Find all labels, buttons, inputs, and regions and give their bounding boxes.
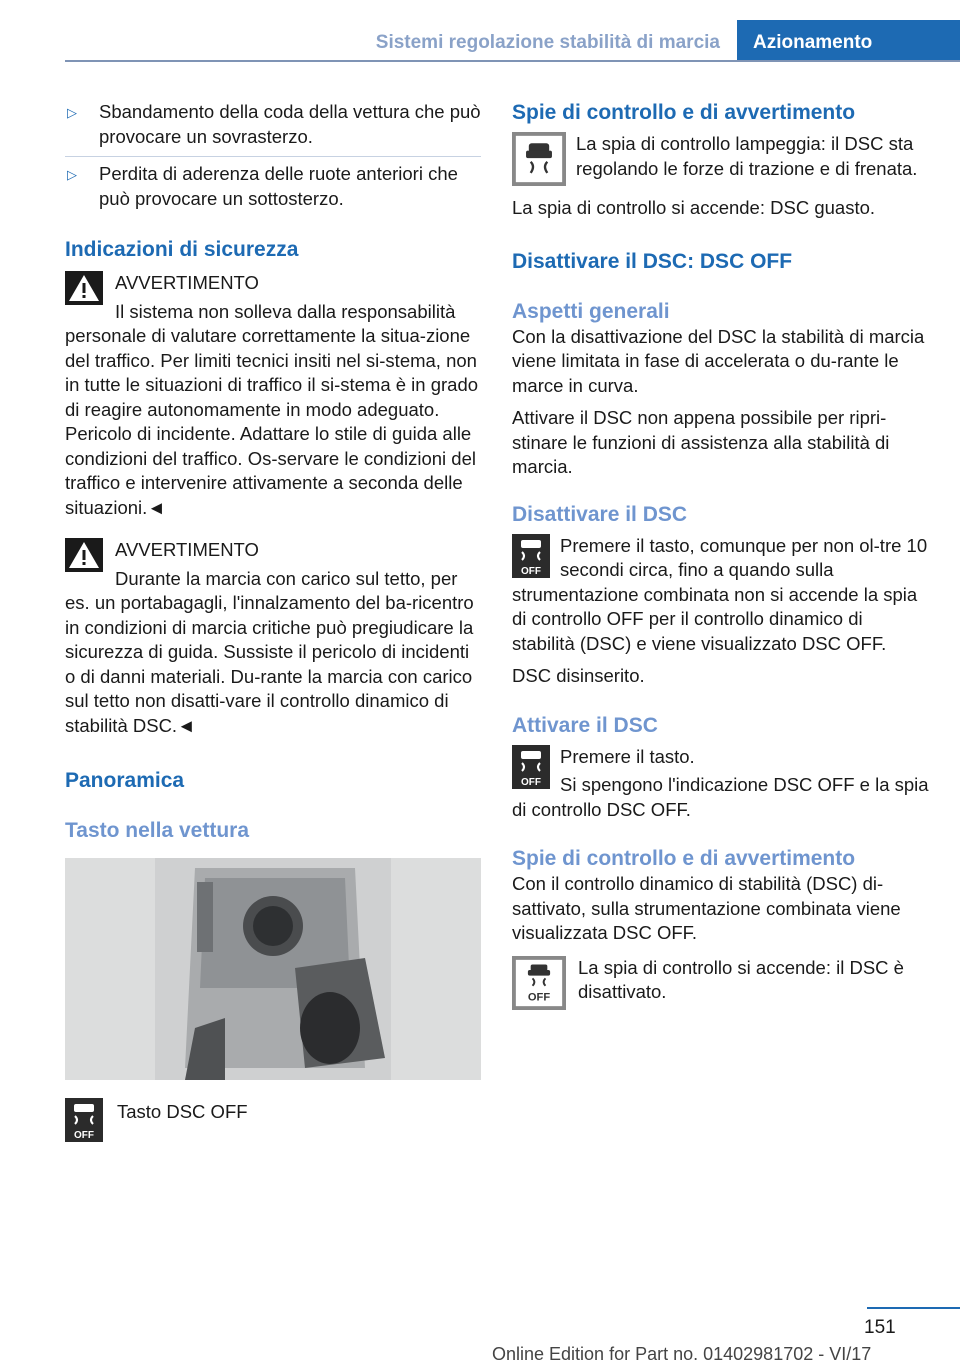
svg-text:OFF: OFF: [521, 776, 541, 788]
section-heading: Indicazioni di sicurezza: [65, 238, 299, 261]
right-column: [512, 100, 930, 1014]
caption-row: [65, 1098, 481, 1141]
bullet-triangle-icon: ▷: [67, 167, 77, 182]
svg-text:OFF: OFF: [527, 991, 551, 1004]
header-section-title: Sistemi regolazione stabilità di marcia: [375, 32, 720, 53]
subsection-heading: Aspetti generali: [512, 299, 670, 323]
subsection-heading: Tasto nella vettura: [65, 819, 249, 842]
svg-text:OFF: OFF: [521, 565, 541, 577]
center-console-photo: [65, 858, 481, 1080]
paragraph: Con il controllo dinamico di stabilità (DSC) di-sattivato, sulla strumentazione combinata viene visualizzata DSC OFF.: [512, 873, 901, 943]
left-column: [65, 100, 481, 1146]
subsection-heading: Attivare il DSC: [512, 713, 658, 737]
section-heading: Spie di controllo e di avvertimento: [512, 101, 856, 124]
dsc-off-lamp-icon: [512, 956, 566, 1010]
section-heading: Panoramica: [65, 769, 185, 792]
warning-block: [65, 271, 481, 520]
section-heading: Disattivare il DSC: DSC OFF: [512, 249, 793, 273]
warning-block: [65, 538, 481, 738]
list-item: ▷ Perdita di aderenza delle ruote anteriori che può provocare un sottosterzo.: [67, 163, 458, 209]
footer-edition: Online Edition for Part no. 01402981702 - VI/17: [492, 1344, 872, 1364]
dsc-off-button-icon: [65, 1098, 103, 1142]
warning-label: AVVERTIMENTO: [115, 539, 259, 560]
header-rule: [65, 60, 960, 62]
warning-label: AVVERTIMENTO: [115, 272, 259, 293]
activate-step: Si spengono l'indicazione DSC OFF e la spia di controllo DSC OFF.: [512, 774, 929, 820]
list-item: ▷ Sbandamento della coda della vettura che può provocare un sovrasterzo.: [65, 100, 481, 149]
dsc-off-button-icon: [512, 534, 550, 578]
paragraph: Attivare il DSC non appena possibile per ripri-stinare le funzioni di assistenza alla stabilità di marcia.: [512, 407, 890, 477]
warning-triangle-icon: [65, 538, 103, 572]
icon-paragraph: [512, 132, 930, 190]
warning-triangle-icon: [65, 271, 103, 305]
deactivate-instruction: Premere il tasto, comunque per non ol-tre 10 secondi circa, fino a quando sulla strumentazione combinata non si accende la spia di controllo OFF per il controllo dinamico di stabilità (DSC) e viene visualizzato DSC OFF.: [512, 534, 928, 654]
photo-caption: Tasto DSC OFF: [117, 1101, 248, 1122]
page-number: 151: [864, 1317, 896, 1338]
paragraph: Con la disattivazione del DSC la stabilità di marcia viene limitata in fase di accelerata o du-rante le marce in curva.: [512, 325, 925, 396]
subsection-heading: Disattivare il DSC: [512, 502, 688, 526]
subsection-heading: Spie di controllo e di avvertimento: [512, 847, 856, 870]
bullet-triangle-icon: ▷: [67, 105, 77, 120]
lamp-off-text: La spia di controllo si accende: il DSC è disattivato.: [578, 956, 904, 1002]
lamp-fault-text: La spia di controllo si accende: DSC guasto.: [512, 197, 876, 218]
dsc-warning-lamp-icon: [512, 132, 566, 186]
icon-paragraph: [512, 745, 930, 823]
activate-step: Premere il tasto.: [560, 745, 695, 767]
header-chapter-tab[interactable]: Azionamento: [737, 20, 960, 62]
dsc-off-button-icon: [512, 745, 550, 789]
lamp-flash-text: La spia di controllo lampeggia: il DSC sta regolando le forze di trazione e di frenata.: [576, 133, 918, 179]
footer-rule: [867, 1307, 960, 1309]
icon-paragraph: [512, 956, 930, 1005]
warning-text: Il sistema non solleva dalla responsabilità personale di valutare correttamente la situa-zione del traffico. Per limiti tecnici insiti nel si-stema, non in tutte le situazioni di traffico il si-stema è in grado di reagire autonomamente in modo adeguato. Pericolo di incidente. Adattare lo stile di guida alle condizioni del traffico. Os-servare le condizioni del traffico e intervenire attivamente a seconda delle situazioni.◄: [65, 300, 479, 518]
paragraph: DSC disinserito.: [512, 665, 645, 686]
warning-text: Durante la marcia con carico sul tetto, per es. un portabagagli, l'innalzamento del ba-ricentro in condizioni di marcia critiche può pregiudicare la sicurezza di guida. Sussiste il pericolo di incidenti o di danni materiali. Du-rante la marcia con carico sul tetto non disatti-vare il controllo dinamico di stabilità DSC.◄: [65, 567, 474, 736]
svg-text:OFF: OFF: [74, 1130, 94, 1141]
divider: [65, 156, 481, 157]
icon-paragraph: [512, 534, 930, 657]
